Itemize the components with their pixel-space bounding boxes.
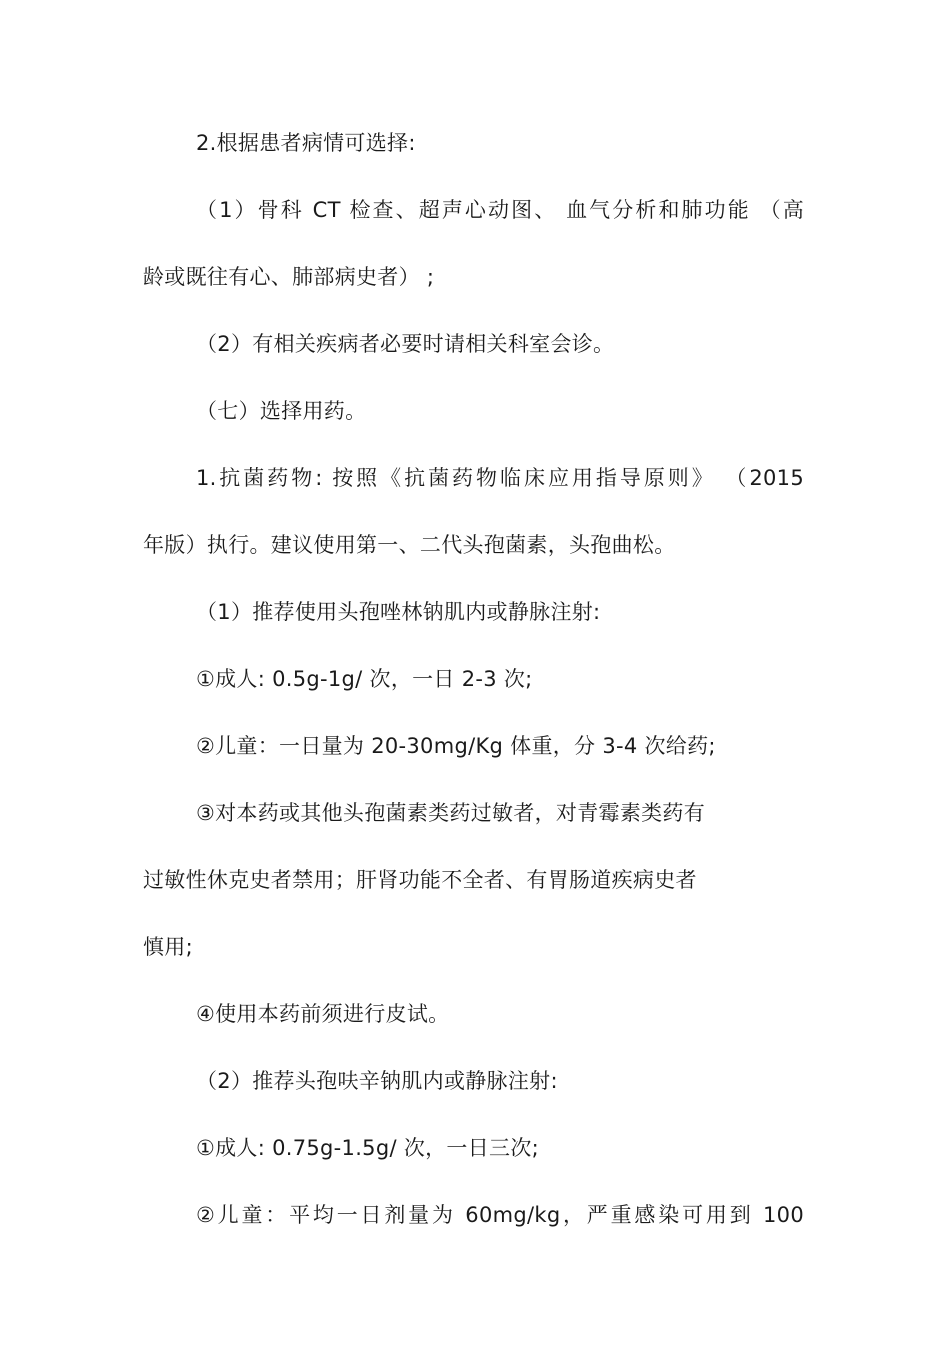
text-line-4: （2）有相关疾病者必要时请相关科室会诊。 (196, 332, 615, 356)
text-line-3: 龄或既往有心、肺部病史者） ; (143, 265, 435, 289)
text-line-16: ①成人: 0.75g-1.5g/ 次，一日三次; (196, 1136, 539, 1160)
text-line-10: ②儿童：一日量为 20-30mg/Kg 体重，分 3-4 次给药; (196, 734, 716, 758)
text-line-13: 慎用; (143, 935, 193, 959)
text-line-6: 1.抗菌药物: 按照《抗菌药物临床应用指导原则》 （2015 (196, 466, 804, 490)
text-line-5: （七）选择用药。 (196, 399, 367, 423)
text-line-14: ④使用本药前须进行皮试。 (196, 1002, 450, 1026)
text-line-12: 过敏性休克史者禁用；肝肾功能不全者、有胃肠道疾病史者 (143, 868, 697, 892)
text-line-2: （1）骨科 CT 检查、超声心动图、 血气分析和肺功能 （高 (196, 198, 804, 222)
text-line-9: ①成人: 0.5g-1g/ 次，一日 2-3 次; (196, 667, 533, 691)
text-line-1: 2.根据患者病情可选择: (196, 131, 416, 155)
text-line-7: 年版）执行。建议使用第一、二代头孢菌素，头孢曲松。 (143, 533, 676, 557)
text-line-8: （1）推荐使用头孢唑林钠肌内或静脉注射: (196, 600, 601, 624)
text-line-17: ②儿童：平均一日剂量为 60mg/kg，严重感染可用到 100 (196, 1203, 804, 1227)
text-line-11: ③对本药或其他头孢菌素类药过敏者，对青霉素类药有 (196, 801, 706, 825)
text-line-15: （2）推荐头孢呋辛钠肌内或静脉注射: (196, 1069, 558, 1093)
